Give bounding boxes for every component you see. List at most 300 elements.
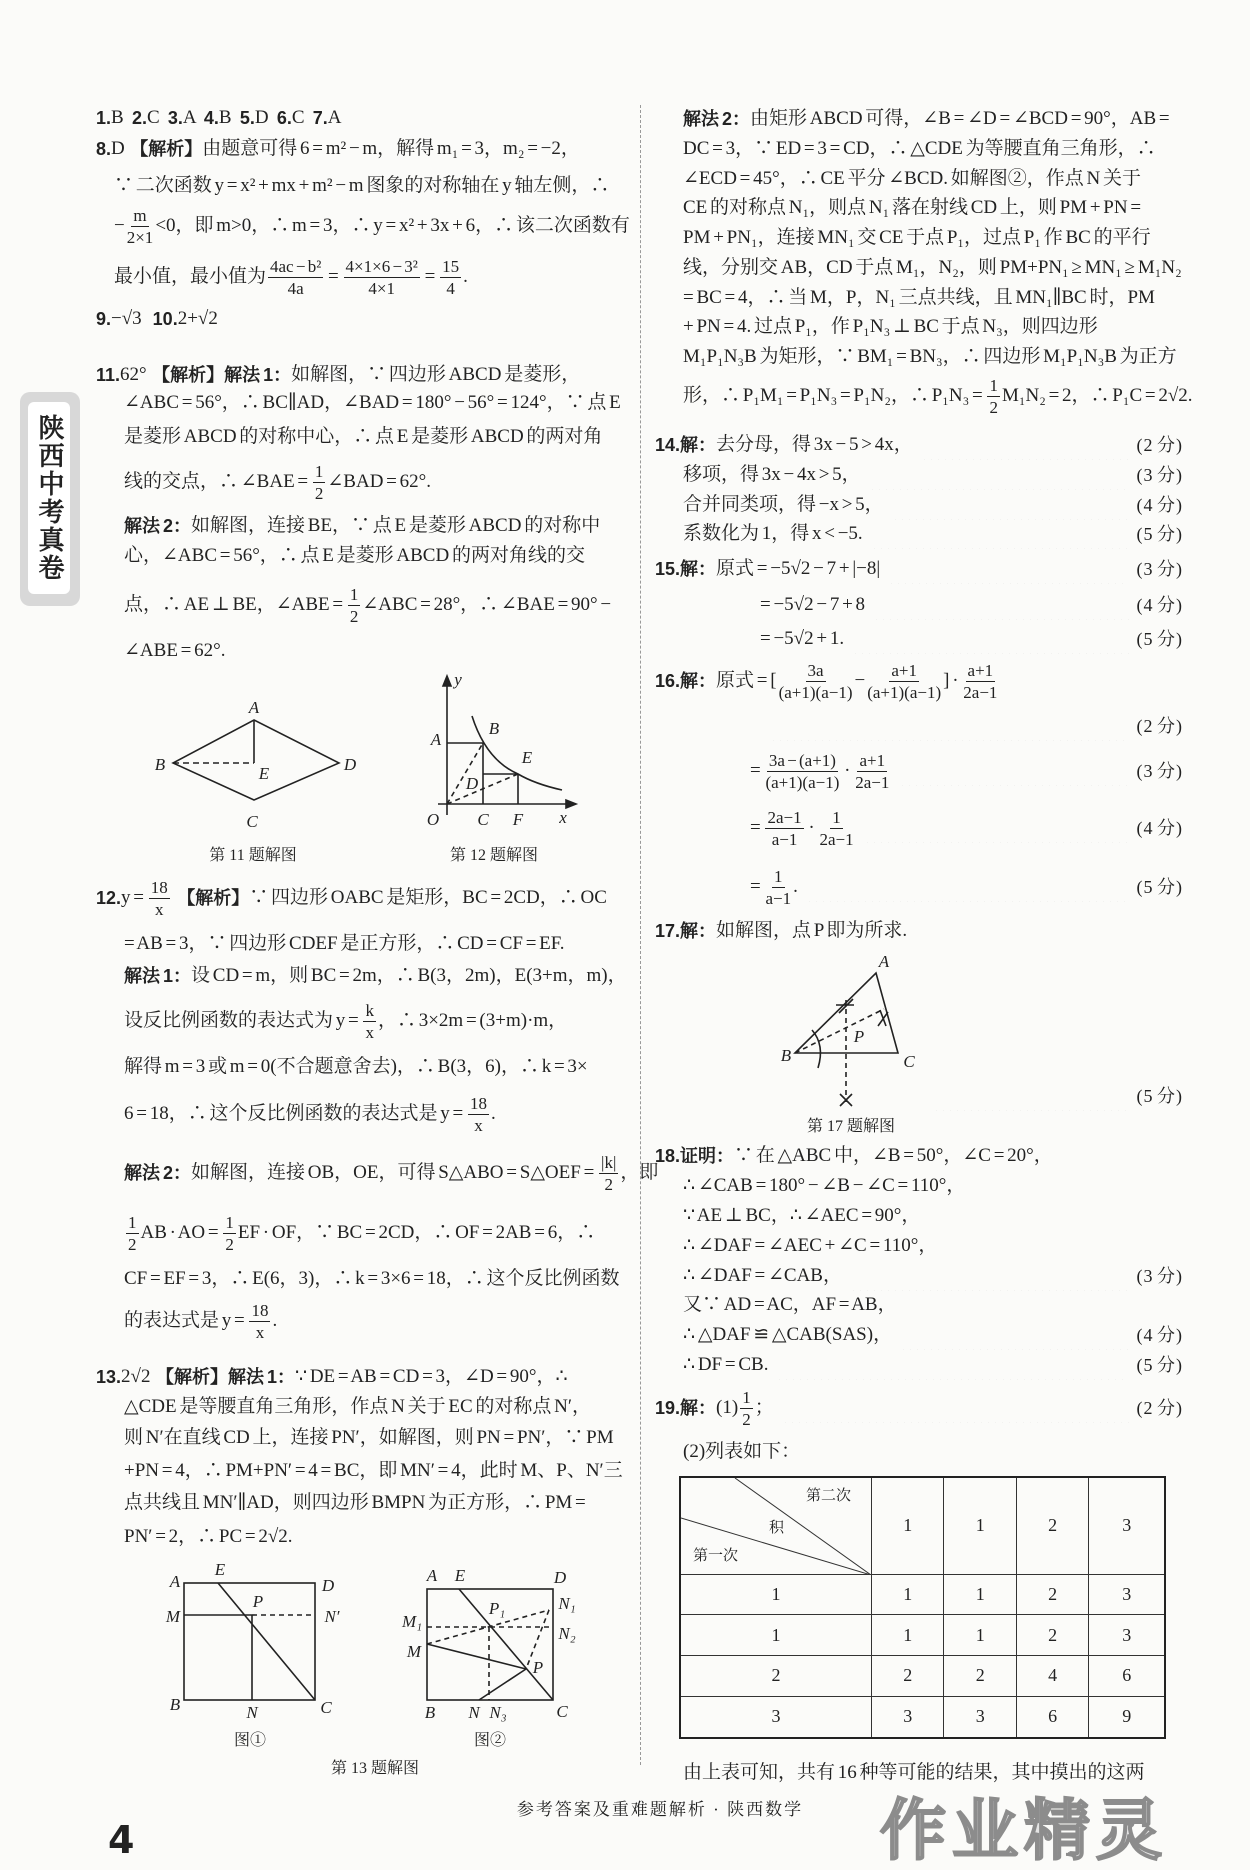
fraction [819,807,853,850]
text-run: 设反比例函数的表达式为 y = [124,1010,362,1031]
fraction [855,750,889,793]
text-run: = [325,266,342,287]
text-run: −√3 [111,308,153,329]
denominator: 4a [287,278,304,298]
text-line [760,590,1183,620]
dot-leader [892,490,1129,520]
table-cell: 3 [872,1696,944,1738]
text-line [750,866,1183,908]
numerator: 3a − (a+1) [768,750,836,770]
text-run: . [490,1103,496,1124]
text-line [124,961,627,991]
text-run: 6 = 18，∴ 这个反比例函数的表达式是 y = [124,1103,466,1124]
denominator: 2 [349,606,359,626]
text-run: PM + PN₁，连接 MN₁ 交 CE 于点 P₁，过点 P₁ 作 BC 的平行 [683,227,1151,248]
fraction [468,1093,489,1136]
text-run: ∵ AE ⊥ BC，∴ ∠AEC = 90°， [683,1205,921,1226]
text-line [683,193,1141,223]
text-line [124,1264,620,1294]
fraction [348,584,361,627]
text-run: 合并同类项，得 −x > 5， [683,494,884,515]
text-line [96,877,607,919]
text-run: 由题意可得 6 = m² − m，解得 m₁ = 3，m₂ = −2， [202,138,580,159]
score-points: (3 分) [1136,761,1183,781]
text-run: C [291,107,313,128]
fig11-label: D [343,755,357,774]
text-line [760,624,1183,654]
table-cell: 1 [944,1615,1016,1656]
text-line [683,460,1183,490]
text-run: = −5√2 − 7 + 8 [760,594,866,615]
fraction [127,205,154,248]
text-run: ∠ABC = 56°，∴ BC∥AD，∠BAD = 180° − 56° = 124°，∵ 点 E [124,392,621,413]
text-line [96,103,342,133]
text-run: CE 的对称点 N₁，则点 N₁ 落在射线 CD 上，则 PM + PN = [683,197,1142,218]
text-line [124,511,600,541]
fig12-caption: 第 12 题解图 [449,847,539,864]
text-line [683,223,1151,253]
watermark: 作业精灵 [880,1792,1168,1869]
dot-leader [776,1350,1128,1380]
text-run: 2+√2 [177,308,218,329]
text-line [683,312,1098,342]
text-run: 线的交点，∴ ∠BAE = [124,471,311,492]
text-run: 原式 = −5√2 − 7 + |−8| [716,558,881,579]
text-run: . [463,266,468,287]
fraction [867,660,941,703]
denominator: x [365,1022,374,1042]
fig12-label: F [512,810,524,829]
bold-label: 【解析】 [177,888,250,908]
table-cell: 2 [944,1656,1016,1697]
denominator: 2 [742,1409,751,1429]
text-run: 点共线且 MN′∥AD，则四边形 BMPN 为正方形，∴ PM = [124,1492,586,1513]
fig12-label: E [521,748,533,767]
fig11-label: A [248,698,260,717]
bold-label: 16.解： [655,671,717,691]
denominator: (a+1)(a−1) [765,772,840,792]
fraction [126,1212,139,1255]
denominator: 2 [604,1174,613,1194]
text-run: 由上表可知，共有 16 种等可能的结果，其中摸出的这两 [683,1762,1145,1783]
text-run: 移项，得 3x − 4x > 5， [683,464,861,485]
text-line [124,1423,614,1453]
fig13-label: A [426,1566,438,1585]
fraction [363,1000,376,1043]
text-line [96,304,218,334]
text-run: ∵ DE = AB = CD = 3，∠D = 90°，∴ [294,1366,568,1387]
fig12-x-arrow [566,800,576,808]
fig11-label: B [154,755,166,774]
score-points: (4 分) [1136,818,1183,838]
bold-label: 19.解： [655,1398,717,1418]
bold-label: 3. [167,108,183,128]
text-line [124,1488,586,1518]
fig13-1-rect [184,1583,315,1700]
column-header: 1 [872,1477,944,1574]
fig12-label: O [426,810,440,829]
fraction [765,750,839,793]
dot-leader [864,813,1129,843]
text-run: ∠BAD = 62°. [327,471,431,492]
text-run: 解得 m = 3 或 m = 0(不合题意舍去)，∴ B(3，6)，∴ k = 3× [124,1056,588,1077]
dot-leader [933,1081,1129,1111]
text-line [96,360,580,390]
fig13-label: M [165,1607,181,1626]
fig17-label: P [853,1027,865,1046]
bold-label: 2. [131,108,147,128]
text-line [124,1522,293,1552]
text-run: = BC = 4，∴ 当 M，P，N₁ 三点共线，且 MN₁∥BC 时，PM [683,287,1155,308]
score-points: (3 分) [1136,465,1183,485]
table-row [680,1615,1165,1656]
table-cell: 2 [872,1656,944,1697]
bold-label: 解法 2： [683,109,751,129]
table-cell: 1 [944,1574,1016,1615]
denominator: 2 [128,1234,137,1254]
text-run: 系数化为 1，得 x < −5. [683,523,863,544]
denominator: 2 [989,397,998,417]
text-run: D [254,107,277,128]
fraction [249,1300,270,1343]
text-run: ∴ ∠CAB = 180° − ∠B − ∠C = 110°， [683,1175,966,1196]
fig13-label: D [553,1568,567,1587]
fraction [344,256,420,299]
text-run: 2√2 [121,1366,156,1387]
text-line [655,660,999,702]
text-run: 如解图，∵ 四边形 ABCD 是菱形， [291,364,581,385]
numerator: 1 [128,1212,137,1232]
text-line [124,422,602,452]
text-line [124,929,565,959]
fig17-label: A [878,952,890,971]
fraction [268,256,323,299]
fraction [987,375,1000,418]
fig12-y-arrow [443,676,451,686]
text-line [124,1456,623,1486]
text-run: CF = EF = 3，∴ E(6，3)，∴ k = 3×6 = 18，∴ 这个反比例函数 [124,1268,620,1289]
text-run: ∵ 二次函数 y = x² + mx + m² − m 图象的对称轴在 y 轴左侧，∴ [114,175,610,196]
text-line [124,388,621,418]
text-run: ∴ ∠DAF = ∠CAB， [683,1265,842,1286]
text-line [655,430,1183,460]
text-line [124,1000,568,1042]
text-run: 最小值，最小值为 [114,266,267,287]
score-points: (5 分) [1136,877,1183,897]
denominator: (a+1)(a−1) [778,682,853,702]
text-run: <0，即 m>0，∴ m = 3，∴ y = x² + 3x + 6，∴ 该二次函数有 [155,215,630,236]
text-run: (2)列表如下： [683,1441,801,1462]
score-points: (4 分) [1136,1325,1183,1345]
dot-leader [900,1320,1128,1350]
text-run: ∴ ∠DAF = ∠AEC + ∠C = 110°， [683,1235,938,1256]
text-line [925,1081,1183,1111]
text-line [124,636,225,666]
text-line [124,1152,659,1194]
text-line [683,1231,937,1261]
numerator: |k| [601,1152,617,1172]
score-points: (4 分) [1136,495,1183,515]
table-cell: 3 [944,1696,1016,1738]
table-header-row [680,1477,1165,1574]
text-line [655,916,907,946]
denominator: 4 [446,278,455,298]
fig13-label: E [454,1566,466,1585]
numerator: 15 [442,256,460,276]
score-points: (3 分) [1136,559,1183,579]
fraction [223,1212,236,1255]
table-cell: 3 [1089,1615,1165,1656]
header-product: 积 [769,1520,785,1536]
results-table [679,1476,1166,1739]
text-run: ∠ECD = 45°，∴ CE 平分 ∠BCD. 如解图②，作点 N 关于 [683,168,1141,189]
fig12-label: C [477,810,489,829]
text-run: 则 N′在直线 CD 上，连接 PN′，如解图，则 PN = PN′，∵ PM [124,1427,614,1448]
fig17-caption: 第 17 题解图 [806,1118,896,1135]
text-line [683,283,1155,313]
numerator: a+1 [859,750,886,770]
text-run: D [111,138,131,159]
text-line [683,490,1183,520]
denominator: x [255,1322,265,1342]
bold-label: 8. [96,139,112,159]
table-cell: 1 [872,1574,944,1615]
bold-label: 9. [96,309,112,329]
dot-leader [921,430,1129,460]
text-run: A [182,107,204,128]
fig12-label: A [430,730,442,749]
fig17-label: C [903,1052,915,1071]
numerator: a+1 [891,660,917,680]
table-cell: 2 [1016,1574,1088,1615]
fig13-label: C [556,1702,568,1721]
numerator: 18 [469,1093,487,1113]
score-points: (3 分) [1136,1266,1183,1286]
denominator: 2×1 [126,227,154,247]
text-line [683,1201,920,1231]
text-run: . [272,1310,278,1331]
denominator: x [474,1115,483,1135]
score-points: (5 分) [1136,524,1183,544]
fig13-label: N₂ [558,1624,576,1643]
fig13-label: P [252,1592,264,1611]
fig13-sub2-caption: 图② [473,1732,507,1749]
dot-leader [782,1393,1129,1423]
text-run: (1) [716,1397,739,1418]
numerator: 3a [807,660,824,680]
dot-leader [873,590,1128,620]
text-run: ∴ DF = CB. [683,1354,769,1375]
header-first-draw: 第一次 [693,1548,739,1564]
text-run: ∵ 在 △ABC 中，∠B = 50°，∠C = 20°， [734,1145,1053,1166]
fig13-label: N [468,1703,480,1722]
text-run: PN′ = 2，∴ PC = 2√2. [124,1526,293,1547]
text-run: +PN = 4，∴ PM+PN′ = 4 = BC，即 MN′ = 4，此时 M、P、N′三 [124,1460,623,1481]
text-line [114,256,468,298]
text-run: ，∴ 3×2m = (3+m)·m， [377,1010,568,1031]
text-run: 的表达式是 y = [124,1310,248,1331]
fraction [765,807,803,850]
text-run: 心，∠ABC = 56°，∴ 点 E 是菱形 ABCD 的两对角线的交 [124,545,585,566]
denominator: 2a−1 [819,829,854,849]
denominator: 2 [225,1234,234,1254]
text-line [750,750,1183,792]
text-run: 如解图，连接 BE，∵ 点 E 是菱形 ABCD 的对称中 [191,515,601,536]
text-run: 线，分别交 AB，CD 于点 M₁，N₂，则 PM+PN₁ ≥ MN₁ ≥ M₁N₂ [683,257,1182,278]
dot-leader [806,872,1129,902]
text-run: 由矩形 ABCD 可得，∠B = ∠D = ∠BCD = 90°，AB = [750,108,1170,129]
fig12-curve [472,716,562,790]
score-points: (5 分) [1136,1086,1183,1106]
text-run: = [750,817,764,838]
text-line [114,171,609,201]
denominator: a−1 [765,888,792,908]
text-line [124,584,612,626]
text-run: ； [754,1397,774,1418]
fig13-label: N′ [324,1607,340,1626]
fig12-label: y [454,670,462,689]
text-line [683,1350,1183,1380]
text-line [683,1320,1183,1350]
fig13-label: C [320,1698,332,1717]
fraction [765,866,791,909]
dot-leader [871,519,1129,549]
denominator: 2a−1 [855,772,890,792]
text-run: EF · OF，∵ BC = 2CD，∴ OF = 2AB = 6，∴ [237,1222,596,1243]
text-line [655,1141,1053,1171]
text-run: AB · AO = [140,1222,222,1243]
fig12-label: B [488,719,500,738]
fraction [779,660,853,703]
text-run: 原式 = [ [716,670,777,691]
row-label: 2 [680,1656,872,1697]
fraction [599,1152,618,1195]
text-run: · [805,817,818,838]
text-run: 如解图，连接 OB，OE，可得 S△ABO = S△OEF = [191,1162,598,1183]
row-label: 1 [680,1615,872,1656]
text-run: 是菱形 ABCD 的对称中心，∴ 点 E 是菱形 ABCD 的两对角 [124,426,603,447]
text-run: − [854,670,866,691]
fig11-caption: 第 11 题解图 [209,847,297,864]
table-cell: 3 [1089,1574,1165,1615]
bold-label: 1. [96,108,112,128]
text-run: . [793,876,798,897]
text-line [114,205,630,247]
fig11-label: E [258,764,270,783]
fig12-label: D [465,774,479,793]
fig12-label: x [559,808,567,827]
numerator: 18 [150,877,168,897]
text-run: 去分母，得 3x − 5 > 4x， [716,434,913,455]
text-run: M₁P₁N₃B 为矩形，∵ BM₁ = BN₃，∴ 四边形 M₁P₁N₃B 为正方 [683,346,1177,367]
bold-label: 11. [96,365,121,385]
text-run: 形，∴ P₁M₁ = P₁N₃ = P₁N₂，∴ P₁N₃ = [683,385,986,406]
bold-label: 解法 1： [124,966,192,986]
table-cell: 9 [1089,1696,1165,1738]
text-run: A [327,107,342,128]
text-run: y = [121,887,147,908]
dot-leader [869,460,1129,490]
score-points: (5 分) [1136,629,1183,649]
text-run: − [114,215,125,236]
table-cell: 2 [1016,1615,1088,1656]
fig13-label: M [406,1642,422,1661]
bold-label: 解法 2： [124,516,192,536]
text-run: 又∵ AD = AC，AF = AB， [683,1294,897,1315]
table-row [680,1574,1165,1615]
text-run: ∠ABE = 62°. [124,640,226,661]
bold-label: 13. [96,1367,122,1387]
fig13-label: D [321,1576,335,1595]
text-line [655,554,1183,584]
denominator: a−1 [771,829,798,849]
text-run: 62° [120,364,153,385]
fig13-label: B [169,1695,181,1714]
text-line [124,461,431,503]
header-second-draw: 第二次 [806,1488,852,1504]
denominator: 2 [314,483,324,503]
text-line [683,164,1141,194]
fig13-label: A [169,1572,181,1591]
fig13-label: E [214,1560,226,1579]
text-line [683,1758,1145,1788]
fig13-label: M₁ [401,1612,423,1631]
text-run: = AB = 3，∵ 四边形 CDEF 是正方形，∴ CD = CF = EF. [124,933,565,954]
bold-label: 18.证明： [655,1146,735,1166]
column-divider [640,105,641,1765]
numerator: 1 [774,866,783,886]
table-cell: 6 [1089,1656,1165,1697]
numerator: 1 [225,1212,234,1232]
text-run: = [750,876,764,897]
score-points: (2 分) [1136,435,1183,455]
fig17-triangle [795,973,898,1053]
numerator: 1 [349,584,359,604]
bold-label: 解法 2： [124,1163,192,1183]
bold-label: 【解析】 [130,139,203,159]
column-header: 2 [1016,1477,1088,1574]
row-label: 1 [680,1574,872,1615]
table-cell: 1 [872,1615,944,1656]
bold-label: 12. [96,888,122,908]
denominator: 4×1 [368,278,395,298]
fraction [440,256,461,299]
text-run: 点，∴ AE ⊥ BE，∠ABE = [124,594,346,615]
fig13-label: B [424,1703,436,1722]
score-points: (2 分) [1136,716,1183,736]
bold-label: 【解析】解法 1： [155,1367,295,1387]
bold-label: 5. [239,108,255,128]
text-run: ∴ △DAF ≌ △CAB(SAS)， [683,1324,893,1345]
text-line [96,1362,568,1392]
numerator: a+1 [967,660,994,680]
text-run: B [218,107,240,128]
bold-label: 7. [312,108,328,128]
side-tab [20,392,80,606]
numerator: 2a−1 [767,807,802,827]
numerator: 1 [742,1387,751,1407]
bold-label: 4. [203,108,219,128]
text-line [124,1212,596,1254]
text-run: M₁N₂ = 2，∴ P₁C = 2√2. [1001,385,1193,406]
page-number: 4 [108,1818,135,1862]
text-run: = [750,760,764,781]
column-header: 1 [944,1477,1016,1574]
fig13-label: N [246,1703,258,1722]
fraction [963,660,997,703]
dot-leader [899,756,1128,786]
table-corner-cell [680,1477,872,1574]
